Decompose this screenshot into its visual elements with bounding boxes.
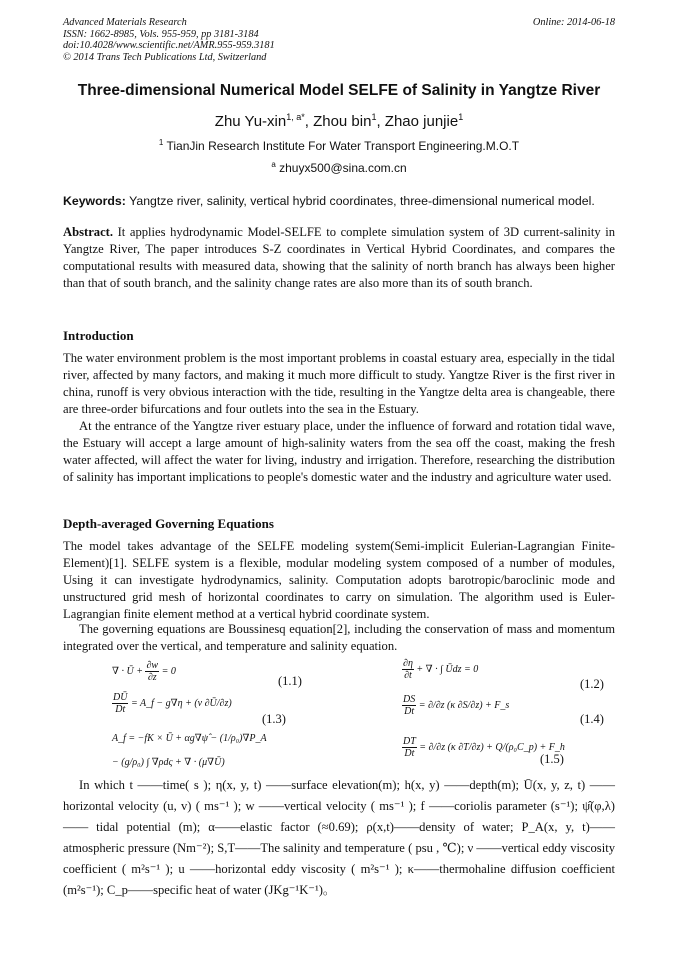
email-sup: a xyxy=(271,160,276,169)
journal-name: Advanced Materials Research xyxy=(63,17,187,28)
doi: doi:10.4028/www.scientific.net/AMR.955-959.3181 xyxy=(63,40,275,51)
online-date: Online: 2014-06-18 xyxy=(532,17,615,28)
affiliation xyxy=(0,138,678,153)
equation-number-1-3: (1.3) xyxy=(262,712,286,726)
paper-title: Three-dimensional Numerical Model SELFE of Salinity in Yangtze River xyxy=(77,82,601,99)
author-2-sup: 1 xyxy=(371,112,377,122)
eq15-den: Dt xyxy=(404,748,415,759)
governing-paragraph-2: The governing equations are Boussinesq equation[2], including the conservation of mass and momentum integrated over the vertical, and temperature and salinity equation. xyxy=(63,622,615,653)
eq14-den: Dt xyxy=(404,706,415,717)
abstract-label: Abstract. xyxy=(63,225,114,239)
governing-paragraph-1: The model takes advantage of the SELFE modeling system(Semi-implicit Eulerian-Lagrangian Finite-Element)[1]. SELFE system is a flexible, modular modeling system composed of a number of modules, Using it can investigate hydrodynamics, salinity. Computation adopts barotropic/baroclinic mode and unstructured grid mesh of horizontal coordinates to carry on simulation. The algorithm used is Euler-Lagrangian finite element method at a vertical hybrid coordinate system. xyxy=(63,539,615,621)
intro-paragraph-1: The water environment problem is the most important problems in coastal estuary area, especially in the tidal river, affected by many factors, and making it much more difficult to study. Yangtze River is the first river in china, runoff is very obvious interaction with the tide, resulting in the Yangtze delta area is changeable, there are three-order bifurcations and four outlets into the sea in the Estuary. xyxy=(63,351,615,416)
intro-heading: Introduction xyxy=(63,328,134,343)
equation-1-1 xyxy=(112,660,176,683)
affiliation-sup: 1 xyxy=(158,138,164,147)
email xyxy=(0,160,678,175)
symbol-definitions: In which t ——time( s ); η(x, y, t) ——surface elevation(m); h(x, y) ——depth(m); Ū(x, y, z, t) ——horizontal velocity (u, v) ( ms⁻¹ ); w ——vertical velocity ( ms⁻¹ ); f ——coriolis parameter (s⁻¹); ψ̂(φ,λ)—— tidal potential (m); α——elastic factor (≈0.69); ρ(x,t)——density of water; P_A(x, y, t)——atmospheric pressure (Nm⁻²); S,T——The salinity and temperature ( psu , ℃); ν ——vertical eddy viscosity coefficient ( m²s⁻¹ ); u ——horizontal eddy viscosity ( m²s⁻¹ ); κ——thermohaline diffusion coefficient (m²s⁻¹); C_p——specific heat of water (JKg⁻¹K⁻¹)。 xyxy=(63,778,615,897)
copyright: © 2014 Trans Tech Publications Ltd, Switzerland xyxy=(63,51,267,63)
eq14-rhs: = ∂/∂z (κ ∂S/∂z) + F_s xyxy=(416,699,510,711)
author-3: , Zhao junjie xyxy=(376,113,459,130)
equation-1-3 xyxy=(112,692,232,715)
eq15-num: DT xyxy=(403,736,416,747)
eq11-rhs: = 0 xyxy=(159,665,176,677)
email-text[interactable]: zhuyx500@sina.com.cn xyxy=(275,161,407,175)
equation-1-3-af: A_f = −fK × Ū + αg∇ψ̂ − (1/ρ₀)∇P_A xyxy=(112,733,267,744)
author-2: , Zhou bin xyxy=(304,113,372,130)
journal-header xyxy=(63,17,615,63)
eq13-den: Dt xyxy=(115,704,126,715)
author-3-sup: 1 xyxy=(458,112,464,122)
keywords-text: Yangtze river, salinity, vertical hybrid coordinates, three-dimensional numerical model. xyxy=(125,194,595,208)
abstract xyxy=(63,224,615,292)
author-1: Zhu Yu-xin xyxy=(214,113,287,130)
intro-paragraph-2: At the entrance of the Yangtze river estuary place, under the influence of forward and rotation tidal wave, the Estuary will accept a large amount of high-salinity waters from the sea off the coast, making the fresh water affected, will affect the water for living, industry and irrigation. Therefore, researching the distribution of salinity has important implications to people's domestic water and the industry and agriculture water used. xyxy=(63,419,615,484)
affiliation-text: TianJin Research Institute For Water Transport Engineering.M.O.T xyxy=(163,139,520,153)
eq14-num: DS xyxy=(403,694,416,705)
abstract-text: It applies hydrodynamic Model-SELFE to complete simulation system of 3D current-salinity in Yangtze River, The paper introduces S-Z coordinates in Vertical Hybrid Coordinates, and compares the computational results with measured data, showing that the salinity of north branch has always been higher than that of south branch, and the salinity change rates are also more than its of south branch. xyxy=(63,225,615,290)
equation-1-3-cont: − (g/ρ₀) ∫ ∇ρdς + ∇ · (μ∇Ū) xyxy=(112,757,225,768)
eq15-rhs: = ∂/∂z (κ ∂T/∂z) + Q/(ρ₀C_p) + F_h xyxy=(416,741,565,753)
equation-1-4 xyxy=(402,694,509,717)
governing-heading: Depth-averaged Governing Equations xyxy=(63,516,274,531)
author-1-sup: 1, a* xyxy=(286,112,305,122)
equation-number-1-4: (1.4) xyxy=(580,712,604,726)
keywords xyxy=(63,194,615,208)
author-list xyxy=(0,112,678,130)
equation-number-1-1: (1.1) xyxy=(278,674,302,688)
eq11-lhs: ∇ · Ū + xyxy=(112,665,146,677)
equation-number-1-5: (1.5) xyxy=(540,752,564,766)
eq11-num: ∂w xyxy=(146,660,159,671)
eq12-den: ∂t xyxy=(404,670,412,681)
issn: ISSN: 1662-8985, Vols. 955-959, pp 3181-3184 xyxy=(63,28,259,40)
eq13-rhs: = A_f − g∇η + (ν ∂Ū/∂z) xyxy=(128,697,232,709)
equation-1-2 xyxy=(402,658,478,681)
eq12-num: ∂η xyxy=(403,658,413,669)
eq11-den: ∂z xyxy=(147,672,157,683)
equation-number-1-2: (1.2) xyxy=(580,677,604,691)
keywords-label: Keywords: xyxy=(63,194,126,208)
eq12-rhs: + ∇ · ∫ Ūdz = 0 xyxy=(413,663,479,675)
eq13-num: DŪ xyxy=(113,692,128,703)
